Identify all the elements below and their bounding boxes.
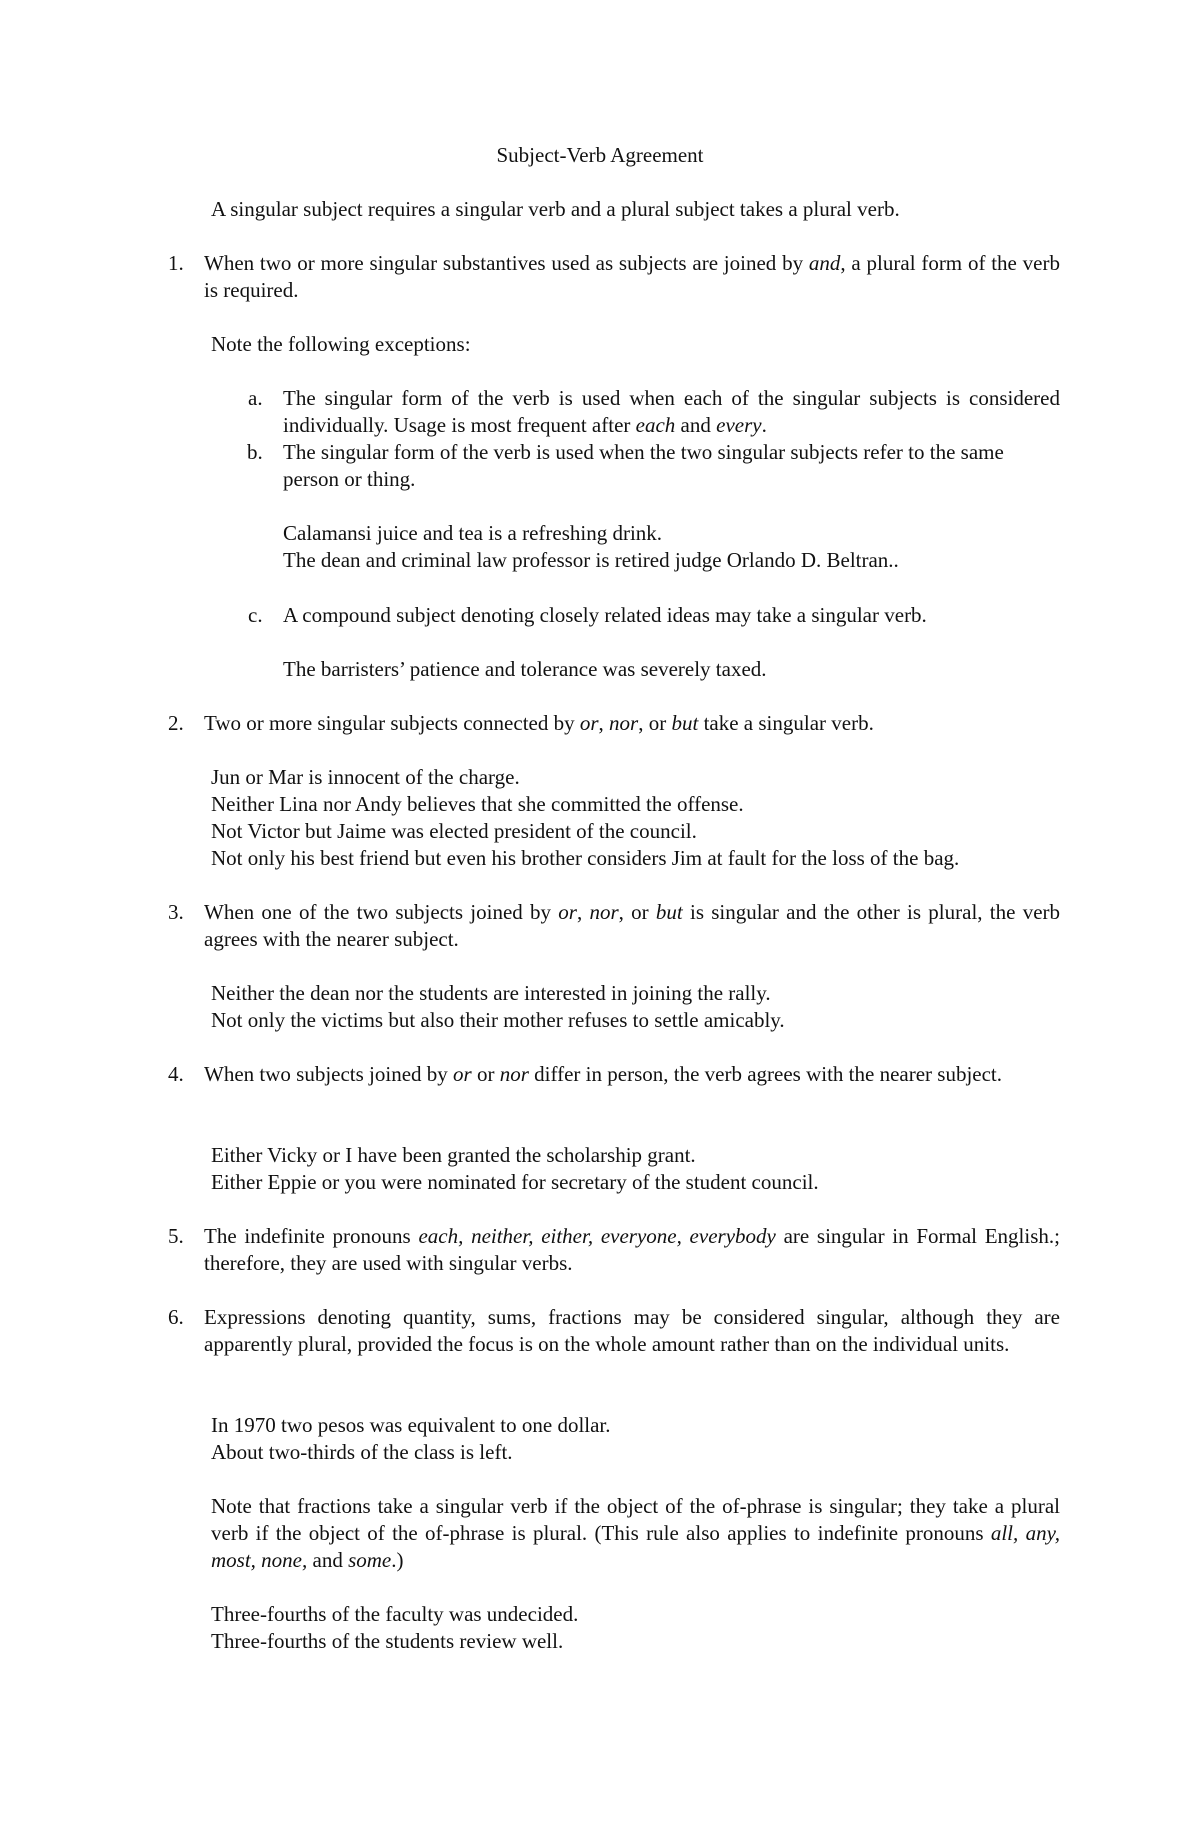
rule-2-example: Neither Lina nor Andy believes that she committed the offense. (211, 792, 744, 816)
rule-6-number: 6. (168, 1305, 184, 1329)
rule-1-number: 1. (168, 251, 184, 275)
rule-4-example: Either Vicky or I have been granted the scholarship grant. (211, 1143, 696, 1167)
rule-2-example: Not only his best friend but even his brother considers Jim at fault for the loss of the bag. (211, 846, 960, 870)
rule-3-text: When one of the two subjects joined by or, nor, or but is singular and the other is plural, the verb agrees with the nearer subject. (204, 900, 1061, 951)
rule-3-number: 3. (168, 900, 184, 924)
rule-6-example: In 1970 two pesos was equivalent to one dollar. (211, 1413, 611, 1437)
rule-3-example: Not only the victims but also their mother refuses to settle amicably. (211, 1008, 785, 1032)
rule-5-number: 5. (168, 1224, 184, 1248)
rule-1c-text: A compound subject denoting closely related ideas may take a singular verb. (283, 603, 927, 627)
rule-1-note: Note the following exceptions: (211, 332, 471, 356)
intro-text: A singular subject requires a singular verb and a plural subject takes a plural verb. (211, 197, 900, 221)
rule-1c-label: c. (248, 603, 263, 627)
rule-4-example: Either Eppie or you were nominated for secretary of the student council. (211, 1170, 819, 1194)
rule-1b-example: The dean and criminal law professor is retired judge Orlando D. Beltran.. (283, 548, 899, 572)
rule-6-example: Three-fourths of the faculty was undecided. (211, 1602, 579, 1626)
rule-2-number: 2. (168, 711, 184, 735)
rule-2-example: Jun or Mar is innocent of the charge. (211, 765, 520, 789)
rule-6-note: Note that fractions take a singular verb if the object of the of-phrase is singular; they take a plural verb if the object of the of-phrase is plural. (This rule also applies to indefinite pronouns all, any, most, none, and some.) (211, 1494, 1060, 1572)
page-title: Subject-Verb Agreement (496, 143, 704, 167)
rule-2-example: Not Victor but Jaime was elected president of the council. (211, 819, 697, 843)
rule-6-example: About two-thirds of the class is left. (211, 1440, 513, 1464)
rule-1-text: When two or more singular substantives used as subjects are joined by and, a plural form of the verb is required. (204, 251, 1060, 302)
rule-1c-example: The barristers’ patience and tolerance was severely taxed. (283, 657, 767, 681)
rule-4-text: When two subjects joined by or or nor differ in person, the verb agrees with the nearer subject. (204, 1062, 1003, 1086)
rule-5-text: The indefinite pronouns each, neither, either, everyone, everybody are singular in Formal English.; therefore, they are used with singular verbs. (204, 1224, 1060, 1275)
rule-6-example: Three-fourths of the students review well. (211, 1629, 564, 1653)
rule-3-example: Neither the dean nor the students are interested in joining the rally. (211, 981, 771, 1005)
rule-1a-text: The singular form of the verb is used when each of the singular subjects is considered individually. Usage is most frequent after each and every. (283, 386, 1060, 437)
rule-1a-label: a. (248, 386, 263, 410)
rule-1b-text: The singular form of the verb is used when the two singular subjects refer to the same person or thing. (283, 440, 1004, 491)
rule-4-number: 4. (168, 1062, 184, 1086)
rule-6-text: Expressions denoting quantity, sums, fractions may be considered singular, although they are apparently plural, provided the focus is on the whole amount rather than on the individual units. (204, 1305, 1060, 1356)
rule-2-text: Two or more singular subjects connected by or, nor, or but take a singular verb. (204, 711, 874, 735)
rule-1b-label: b. (247, 440, 263, 464)
rule-1b-example: Calamansi juice and tea is a refreshing drink. (283, 521, 663, 545)
